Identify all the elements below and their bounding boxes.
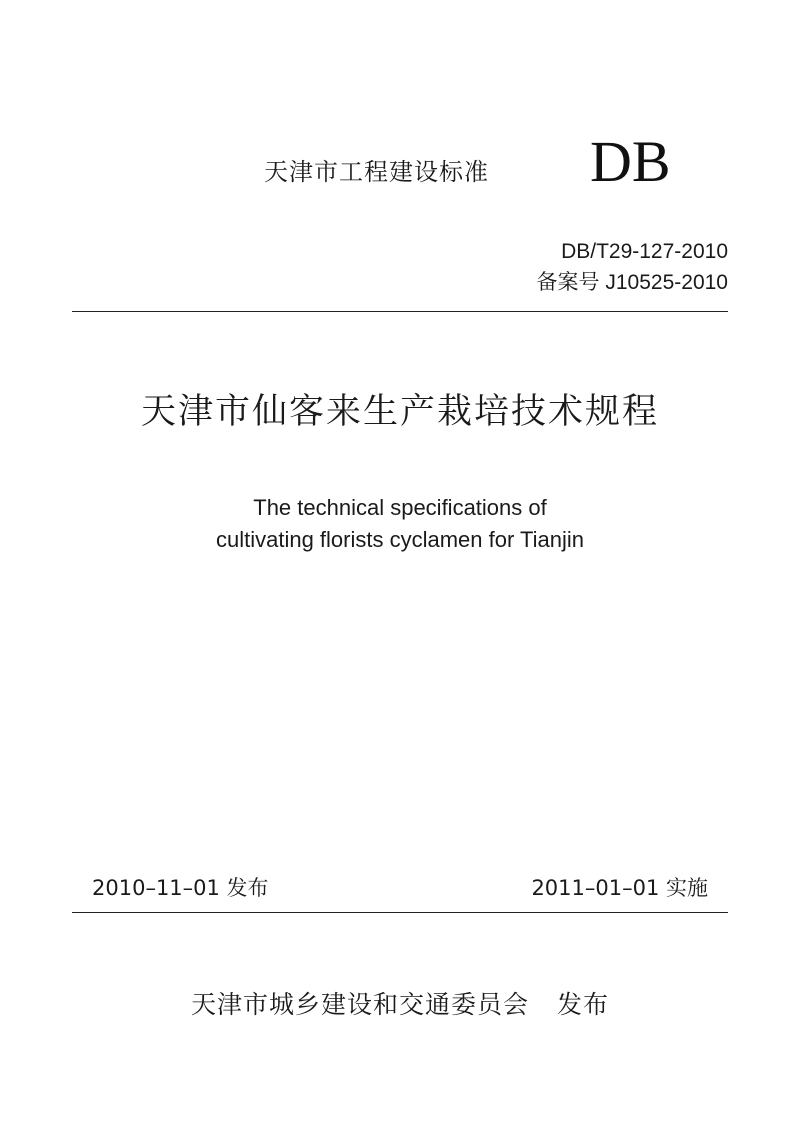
header-row: [0, 130, 800, 200]
issuing-authority: 天津市城乡建设和交通委员会: [190, 990, 529, 1019]
top-divider: [72, 311, 728, 312]
english-title-line-1: The technical specifications of: [253, 495, 547, 520]
chinese-title: 天津市仙客来生产栽培技术规程: [140, 392, 659, 432]
issue-date: 2010–11–01 发布: [92, 876, 269, 900]
effective-date: 2011–01–01 实施: [531, 876, 708, 900]
standard-series-name: 天津市工程建设标准: [264, 158, 489, 186]
english-title: [0, 492, 800, 556]
publish-action: 发布: [557, 990, 610, 1019]
publisher-line: [0, 985, 800, 1021]
db-mark: DB: [590, 129, 671, 194]
bottom-divider: [72, 912, 728, 913]
standard-codes: [537, 236, 728, 298]
standard-number: DB/T29-127-2010: [561, 240, 728, 263]
record-number: 备案号 J10525-2010: [536, 271, 728, 294]
english-title-line-2: cultivating florists cyclamen for Tianjin: [215, 527, 585, 552]
